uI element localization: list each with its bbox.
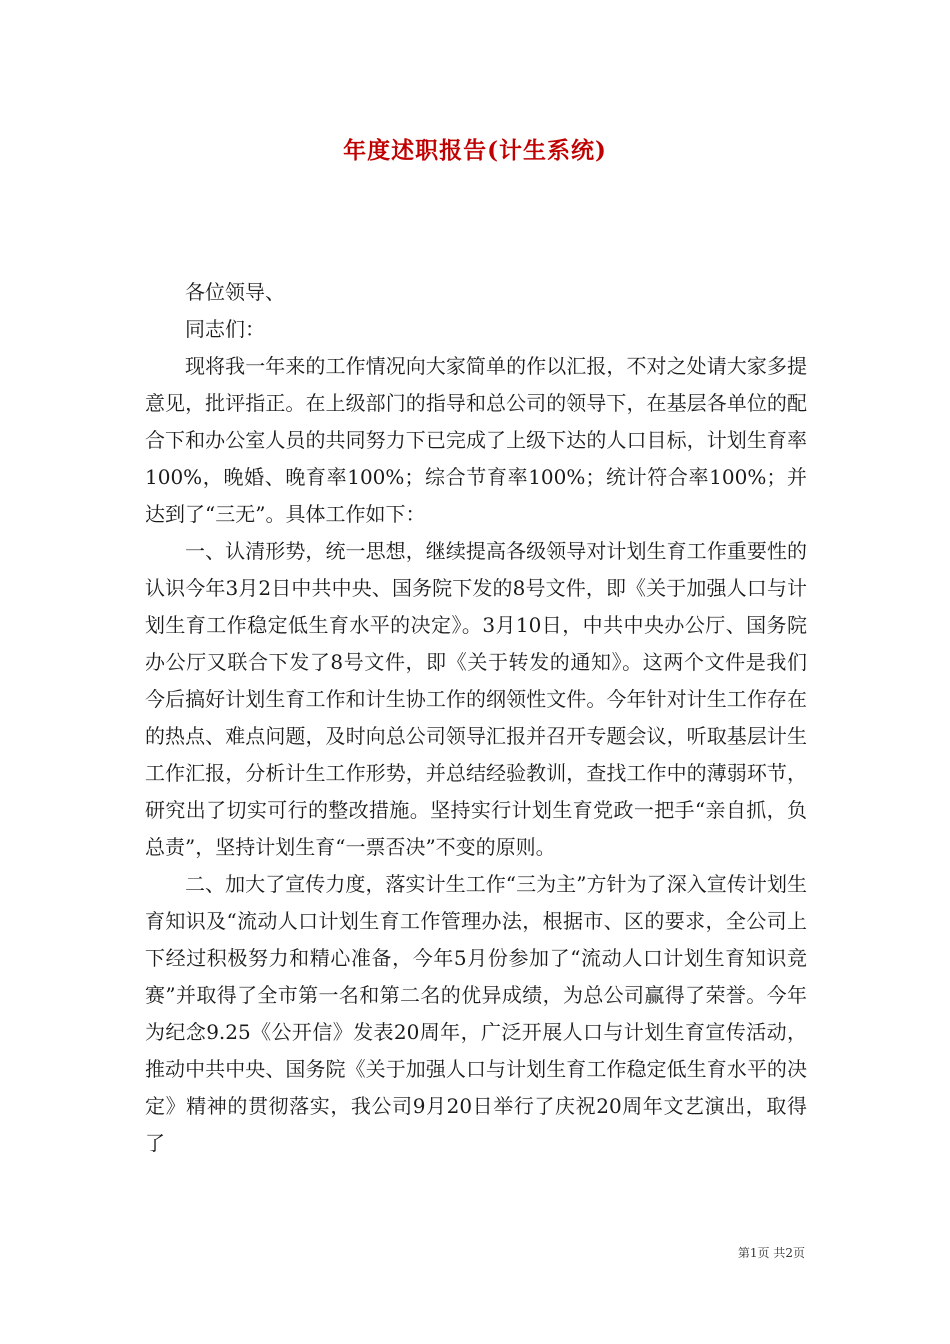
paragraph-section-two: 二、加大了宣传力度，落实计生工作“三为主”方针为了深入宣传计划生育知识及“流动人口计划生育工作管理办法，根据市、区的要求，全公司上下经过积极努力和精心准备，今年5月份参加了“流动人口计划生育知识竞赛”并取得了全市第一名和第二名的优异成绩，为总公司赢得了荣誉。今年为纪念9.25《公开信》发表20周年，广泛开展人口与计划生育宣传活动，推动中共中央、国务院《关于加强人口与计划生育工作稳定低生育水平的决定》精神的贯彻落实，我公司9月20日举行了庆祝20周年文艺演出，取得了 <box>145 872 807 1155</box>
document-body <box>145 274 807 1162</box>
paragraph-section-one: 一、认清形势，统一思想，继续提高各级领导对计划生育工作重要性的认识今年3月2日中共中央、国务院下发的8号文件，即《关于加强人口与计划生育工作稳定低生育水平的决定》。3月10日，中共中央办公厅、国务院办公厅又联合下发了8号文件，即《关于转发的通知》。这两个文件是我们今后搞好计划生育工作和计生协工作的纲领性文件。今年针对计生工作存在的热点、难点问题，及时向总公司领导汇报并召开专题会议，听取基层计生工作汇报，分析计生工作形势，并总结经验教训，查找工作中的薄弱环节，研究出了切实可行的整改措施。坚持实行计划生育党政一把手“亲自抓，负总责”，坚持计划生育“一票否决”不变的原则。 <box>145 539 807 859</box>
salutation-leaders: 各位领导、 <box>185 280 285 304</box>
salutation-comrades: 同志们： <box>185 317 265 341</box>
document-title: 年度述职报告(计生系统) <box>343 137 607 164</box>
paragraph-intro: 现将我一年来的工作情况向大家简单的作以汇报，不对之处请大家多提意见，批评指正。在上级部门的指导和总公司的领导下，在基层各单位的配合下和办公室人员的共同努力下已完成了上级下达的人口目标，计划生育率100%，晚婚、晚育率100%；综合节育率100%；统计符合率100%；并达到了“三无”。具体工作如下： <box>145 354 807 526</box>
page-number-footer: 第1页 共2页 <box>737 1246 805 1260</box>
